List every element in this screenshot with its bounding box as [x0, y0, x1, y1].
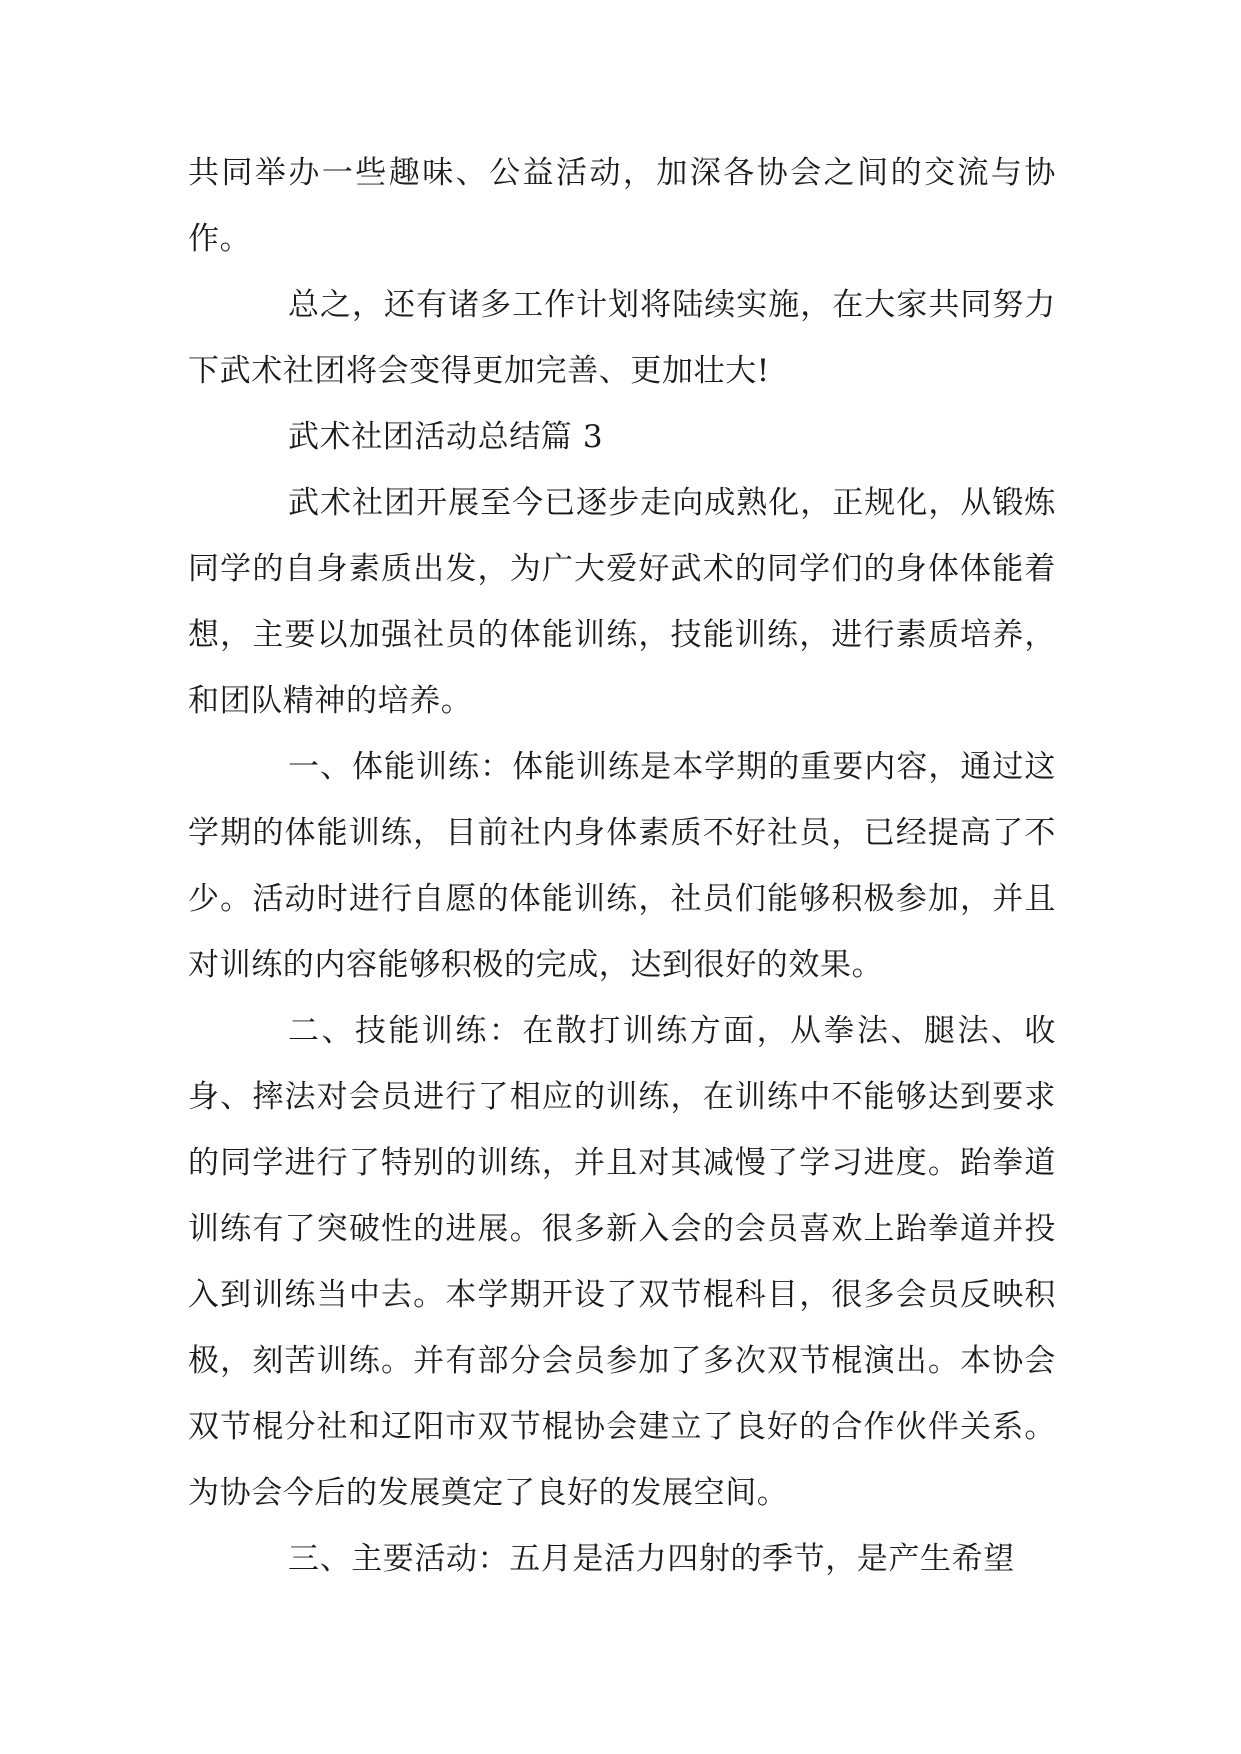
paragraph-summary: 总之，还有诸多工作计划将陆续实施，在大家共同努力下武术社团将会变得更加完善、更加壮大! [188, 287, 1056, 389]
paragraph-continuation: 共同举办一些趣味、公益活动，加深各协会之间的交流与协作。 [188, 155, 1056, 257]
section-heading: 武术社团活动总结篇 3 [288, 419, 604, 455]
paragraph-intro: 武术社团开展至今已逐步走向成熟化，正规化，从锻炼同学的自身素质出发，为广大爱好武术的同学们的身体体能着想，主要以加强社员的体能训练，技能训练，进行素质培养，和团队精神的培养。 [188, 485, 1056, 719]
paragraph-main-activities: 三、主要活动：五月是活力四射的季节，是产生希望 [288, 1541, 1015, 1577]
paragraph-physical-training: 一、体能训练：体能训练是本学期的重要内容，通过这学期的体能训练，目前社内身体素质不好社员，已经提高了不少。活动时进行自愿的体能训练，社员们能够积极参加，并且对训练的内容能够积极的完成，达到很好的效果。 [188, 749, 1056, 983]
document-body [188, 140, 1056, 1592]
paragraph-skill-training: 二、技能训练：在散打训练方面，从拳法、腿法、收身、摔法对会员进行了相应的训练，在训练中不能够达到要求的同学进行了特别的训练，并且对其减慢了学习进度。跆拳道训练有了突破性的进展。很多新入会的会员喜欢上跆拳道并投入到训练当中去。本学期开设了双节棍科目，很多会员反映积极，刻苦训练。并有部分会员参加了多次双节棍演出。本协会双节棍分社和辽阳市双节棍协会建立了良好的合作伙伴关系。为协会今后的发展奠定了良好的发展空间。 [188, 1013, 1056, 1511]
